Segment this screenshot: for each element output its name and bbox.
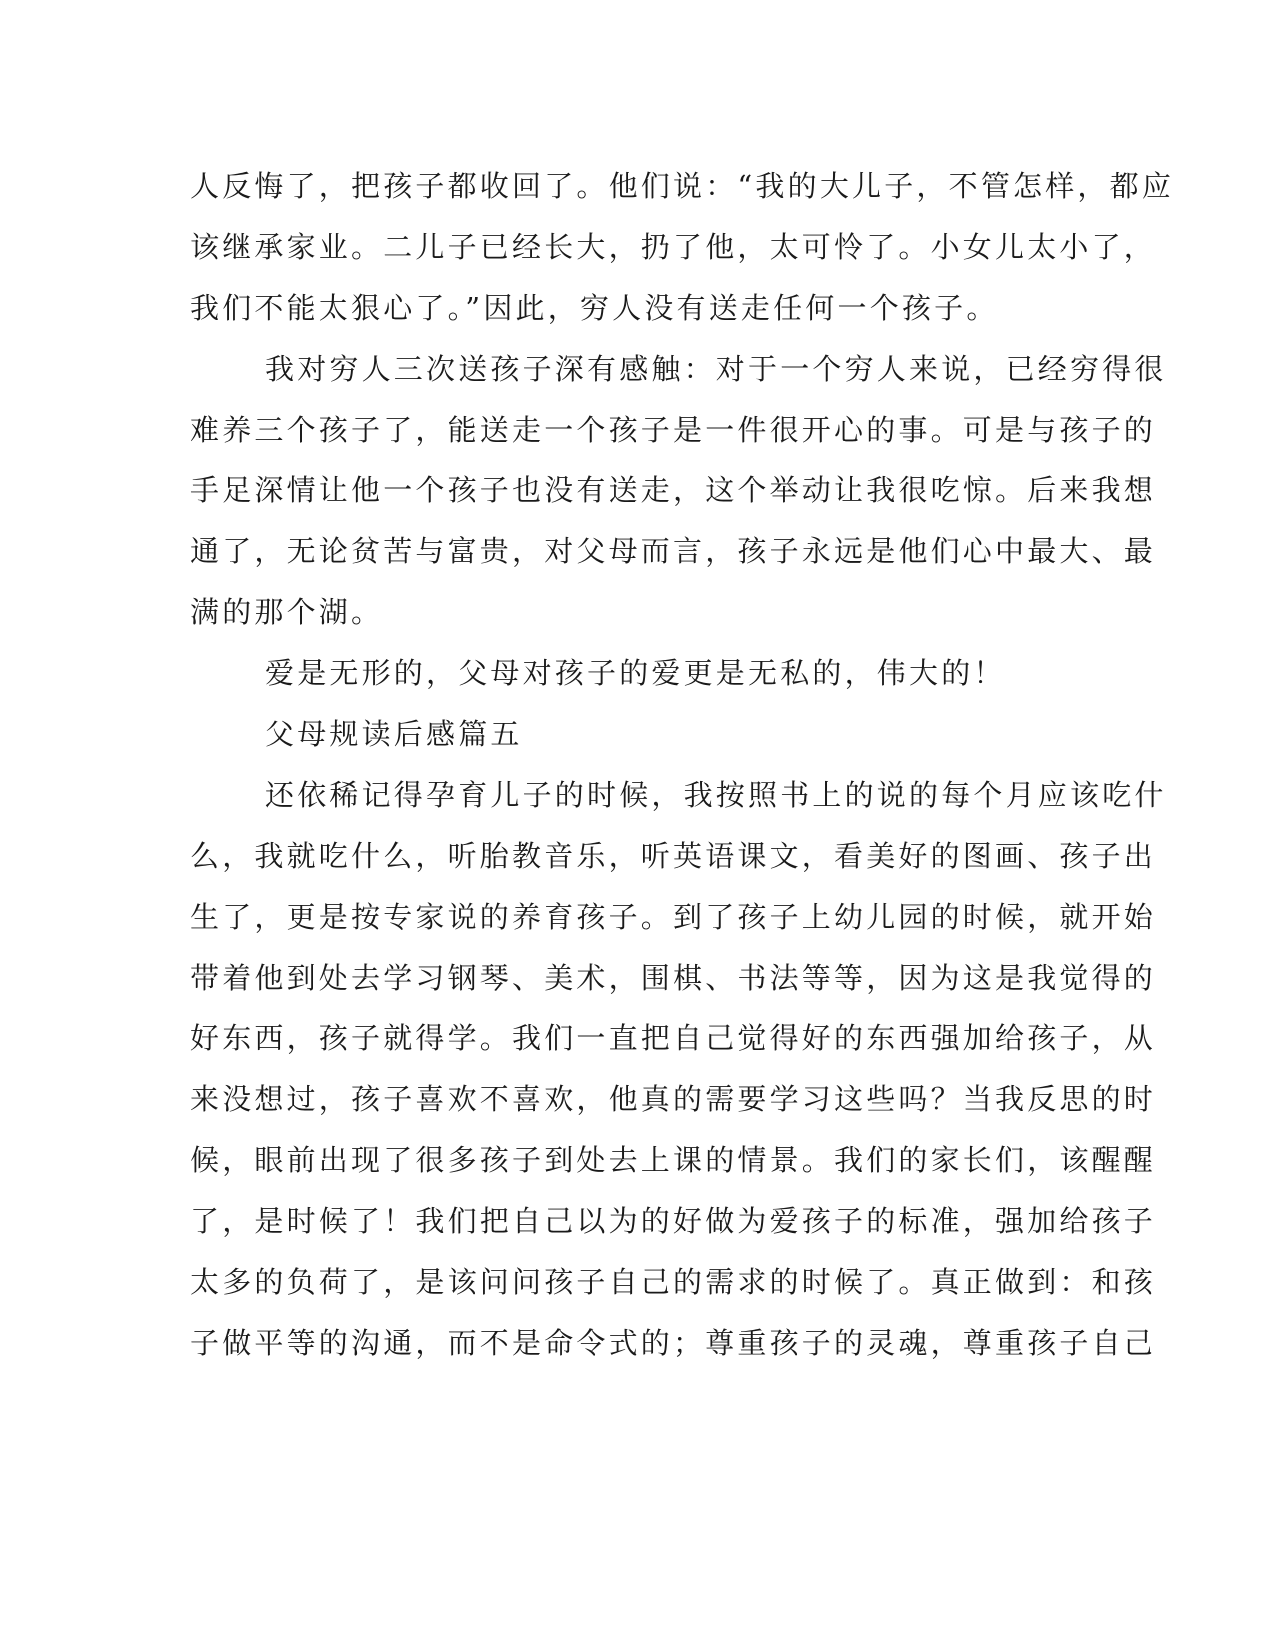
text-line: 带着他到处去学习钢琴、美术，围棋、书法等等，因为这是我觉得的	[190, 960, 1157, 995]
text-line: 么，我就吃什么，听胎教音乐，听英语课文，看美好的图画、孩子出	[190, 838, 1157, 873]
text-line: 该继承家业。二儿子已经长大，扔了他，太可怜了。小女儿太小了，	[190, 229, 1157, 264]
section-heading: 父母规读后感篇五	[265, 717, 523, 752]
paragraph-start-line: 还依稀记得孕育儿子的时候，我按照书上的说的每个月应该吃什	[265, 777, 1167, 812]
text-line: 手足深情让他一个孩子也没有送走，这个举动让我很吃惊。后来我想	[190, 473, 1157, 508]
text-line: 我们不能太狠心了。”因此，穷人没有送走任何一个孩子。	[190, 290, 999, 325]
text-line: 了，是时候了！我们把自己以为的好做为爱孩子的标准，强加给孩子	[190, 1204, 1157, 1239]
text-line: 难养三个孩子了，能送走一个孩子是一件很开心的事。可是与孩子的	[190, 412, 1157, 447]
text-line: 生了，更是按专家说的养育孩子。到了孩子上幼儿园的时候，就开始	[190, 899, 1157, 934]
document-body	[190, 156, 1175, 1374]
paragraph-start-line: 爱是无形的，父母对孩子的爱更是无私的，伟大的！	[265, 656, 1006, 691]
text-line: 人反悔了，把孩子都收回了。他们说：“我的大儿子，不管怎样，都应	[190, 169, 1175, 203]
text-line: 好东西，孩子就得学。我们一直把自己觉得好的东西强加给孩子，从	[190, 1021, 1157, 1056]
paragraph-start-line: 我对穷人三次送孩子深有感触：对于一个穷人来说，已经穷得很	[265, 351, 1167, 386]
text-line: 太多的负荷了，是该问问孩子自己的需求的时候了。真正做到：和孩	[190, 1265, 1157, 1300]
text-line: 候，眼前出现了很多孩子到处去上课的情景。我们的家长们，该醒醒	[190, 1143, 1157, 1178]
text-line: 来没想过，孩子喜欢不喜欢，他真的需要学习这些吗？当我反思的时	[190, 1082, 1157, 1117]
text-line: 通了，无论贫苦与富贵，对父母而言，孩子永远是他们心中最大、最	[190, 534, 1157, 569]
text-line: 子做平等的沟通，而不是命令式的；尊重孩子的灵魂，尊重孩子自己	[190, 1325, 1157, 1360]
text-line: 满的那个湖。	[190, 595, 384, 630]
